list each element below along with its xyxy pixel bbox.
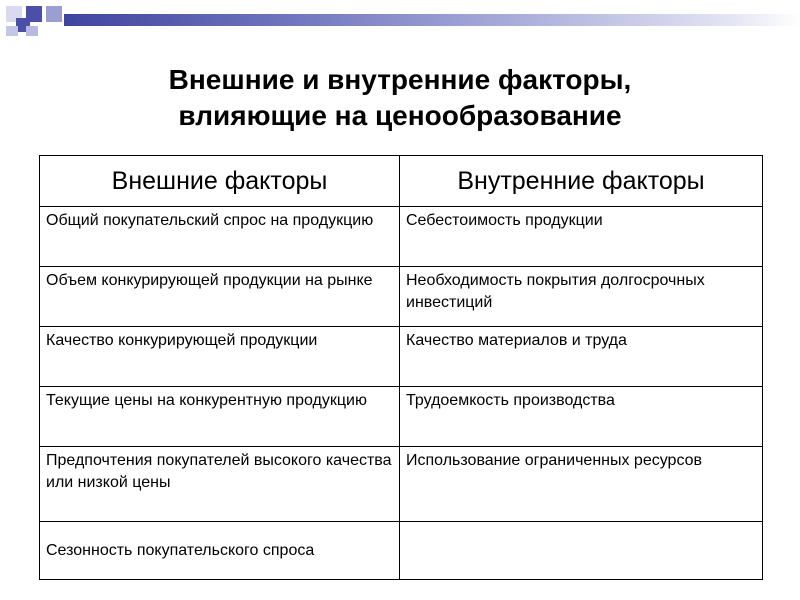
internal-factor-cell: Использование ограниченных ресурсов [400,447,763,522]
slide-title [0,62,800,134]
external-factor-cell: Сезонность покупательского спроса [40,522,400,580]
internal-factor-cell: Качество материалов и труда [400,327,763,387]
header-internal-factors: Внутренние факторы [400,156,763,207]
external-factor-cell: Качество конкурирующей продукции [40,327,400,387]
internal-factor-cell [400,522,763,580]
external-factor-cell: Объем конкурирующей продукции на рынке [40,267,400,327]
header-external-factors: Внешние факторы [40,156,400,207]
external-factor-cell: Общий покупательский спрос на продукцию [40,207,400,267]
internal-factor-cell: Трудоемкость производства [400,387,763,447]
table-row [40,447,763,522]
decorative-square [26,26,38,36]
table-header-row [40,156,763,207]
factors-table [39,155,763,580]
slide-title-line-1: Внешние и внутренние факторы, [168,64,632,95]
decorative-gradient-bar [64,14,800,26]
slide-title-line-2: влияющие на ценообразование [178,100,622,131]
internal-factor-cell: Себестоимость продукции [400,207,763,267]
decorative-square [46,6,62,22]
external-factor-cell: Текущие цены на конкурентную продукцию [40,387,400,447]
external-factor-cell: Предпочтения покупателей высокого качества или низкой цены [40,447,400,522]
table-row [40,207,763,267]
internal-factor-cell: Необходимость покрытия долгосрочных инвестиций [400,267,763,327]
table-row [40,522,763,580]
table-row [40,327,763,387]
decorative-square [6,26,18,36]
table-row [40,267,763,327]
table-row [40,387,763,447]
